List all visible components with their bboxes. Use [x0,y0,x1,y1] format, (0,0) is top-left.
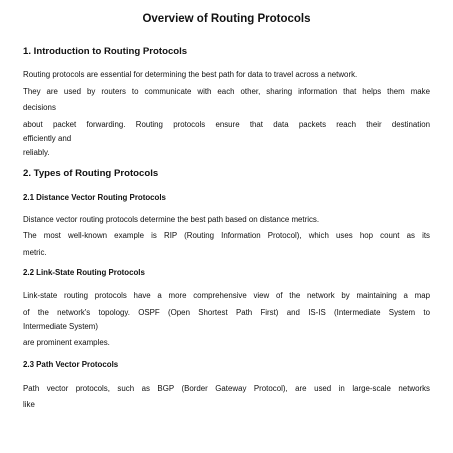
subsection-heading-link-state: 2.2 Link-State Routing Protocols [23,268,145,277]
paragraph-line: about packet forwarding. Routing protocols ensure that data packets reach their destination [23,120,430,129]
subsection-heading-path-vector: 2.3 Path Vector Protocols [23,360,119,369]
paragraph-line: decisions [23,103,56,112]
paragraph-line: reliably. [23,148,50,157]
paragraph-line: They are used by routers to communicate with each other, sharing information that helps them make [23,87,430,96]
paragraph-line: of the network's topology. OSPF (Open Shortest Path First) and IS-IS (Intermediate System to [23,308,430,317]
paragraph-line: Link-state routing protocols have a more comprehensive view of the network by maintaining a map [23,291,430,300]
paragraph-line: Distance vector routing protocols determine the best path based on distance metrics. [23,215,320,224]
paragraph-line: Routing protocols are essential for determining the best path for data to travel across a network. [23,70,358,79]
paragraph-line: are prominent examples. [23,338,110,347]
paragraph-line: metric. [23,248,47,257]
paragraph-line: Intermediate System) [23,322,98,331]
paragraph-line: Path vector protocols, such as BGP (Border Gateway Protocol), are used in large-scale networks [23,384,430,393]
subsection-heading-distance-vector: 2.1 Distance Vector Routing Protocols [23,193,166,202]
document-title: Overview of Routing Protocols [142,13,311,25]
section-heading-introduction: 1. Introduction to Routing Protocols [23,46,188,57]
paragraph-line: efficiently and [23,134,72,143]
section-heading-types: 2. Types of Routing Protocols [23,168,159,179]
paragraph-line: like [23,400,35,409]
paragraph-line: The most well-known example is RIP (Routing Information Protocol), which uses hop count as its [23,231,430,240]
